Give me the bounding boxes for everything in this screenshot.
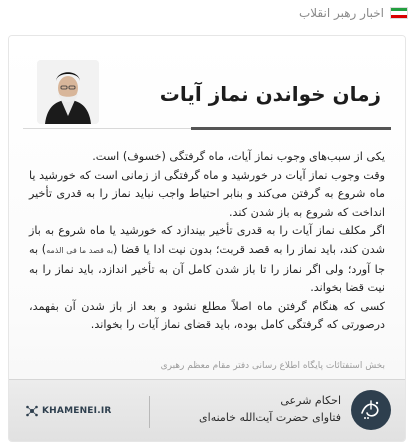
title-underline <box>191 127 391 130</box>
site-brand <box>25 404 112 418</box>
footer-category: احکام شرعی <box>280 394 341 407</box>
ruling-text <box>29 148 385 335</box>
footer-subtitle: فتاوای حضرت آیت‌الله خامنه‌ای <box>199 411 341 424</box>
channel-name[interactable]: اخبار رهبر انقلاب <box>298 6 384 20</box>
post-title: زمان خواندن نماز آیات <box>159 82 381 106</box>
iran-flag-icon <box>390 7 408 19</box>
calligraphy-logo-icon <box>351 390 391 430</box>
channel-header <box>0 0 414 26</box>
site-url: KHAMENEI.IR <box>42 406 112 416</box>
paragraph-1: یکی از سبب‌های وجوب نماز آیات، ماه گرفتگی (خسوف) است. <box>92 150 385 163</box>
network-icon <box>25 404 39 418</box>
source-credit: بخش استفتائات پایگاه اطلاع رسانی دفتر مقام معظم رهبری <box>160 361 385 371</box>
parenthetical-note: به قصد ما فی الذمه <box>46 245 114 255</box>
paragraph-2: وقت وجوب نماز آیات در خورشید و ماه گرفتگی از زمانی است که خورشید یا ماه شروع به گرفتن می‌کند و بنابر احتیاط واجب نباید نماز را به قدری تأخیر انداخت که شروع به باز شدن کند. <box>29 168 385 219</box>
paragraph-3: اگر مکلف نماز آیات را به قدری تأخیر بیندازد که خورشید یا ماه شروع به باز شدن کند، باید نماز را به قصد قربت؛ بدون نیت ادا یا قضا (به قصد ما فی الذمه) به جا آورد؛ ولی اگر نماز را تا باز شدن کامل آن به تأخیر اندازد، باید نماز را به نیت قضا بخواند. <box>29 224 385 295</box>
card-footer <box>9 379 405 441</box>
post-image-card <box>9 36 405 441</box>
paragraph-4: کسی که هنگام گرفتن ماه اصلاً مطلع نشود و بعد از باز شدن آن بفهمد، درصورتی که گرفتگی کامل بوده، باید قضای نماز آیات را بخواند. <box>29 299 385 332</box>
footer-divider <box>149 396 150 428</box>
card-header <box>23 54 391 132</box>
portrait-image <box>37 60 99 124</box>
